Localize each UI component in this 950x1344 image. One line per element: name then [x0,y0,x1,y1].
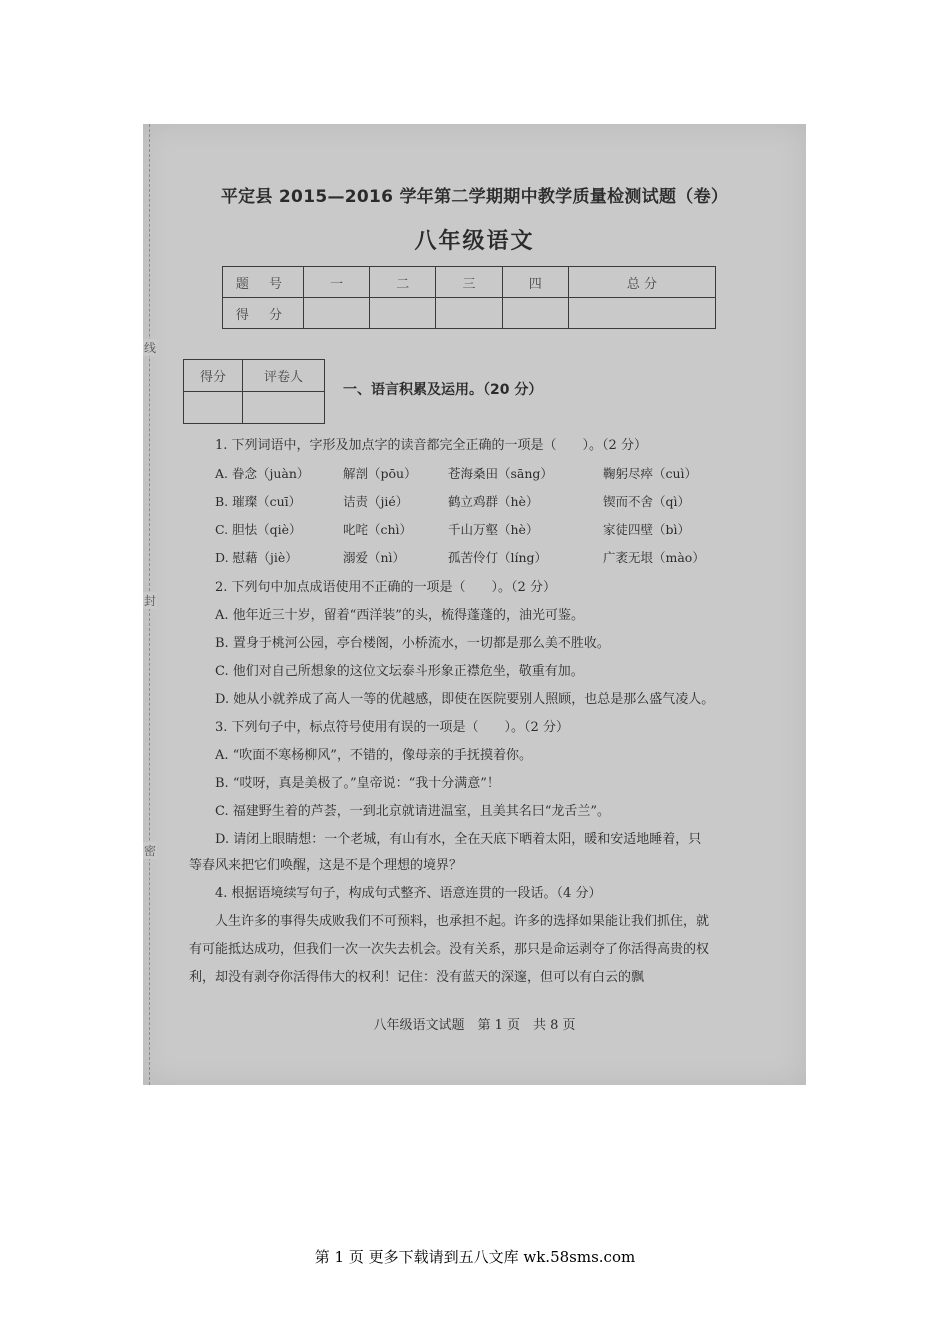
grader-name-cell [243,392,325,424]
score-header-cell: 题 号 [223,267,304,298]
score-cell [370,298,436,329]
score-cell [502,298,568,329]
score-header-cell: 三 [436,267,502,298]
q2-option-c: C. 他们对自己所想象的这位文坛泰斗形象正襟危坐，敬重有加。 [215,664,584,679]
section-heading: 一、语言积累及运用。（20 分） [343,382,543,398]
q2-option-a: A. 他年近三十岁，留着“西洋装”的头，梳得蓬蓬的，油光可鉴。 [215,608,584,623]
q2-option-d: D. 她从小就养成了高人一等的优越感，即使在医院要别人照顾，也总是那么盛气凌人。 [215,692,715,707]
score-cell [304,298,370,329]
score-header-cell: 二 [370,267,436,298]
q1-option-a-2: 解剖（pōu） [343,466,417,481]
q1-option-b-3: 鹤立鸡群（hè） [448,494,539,509]
q4-passage-line: 利，却没有剥夺你活得伟大的权利！记住：没有蓝天的深邃，但可以有白云的飘 [189,970,645,985]
exam-page-footer: 八年级语文试题 第 1 页 共 8 页 [373,1018,576,1033]
score-header-cell: 四 [502,267,568,298]
q3-option-a: A. “吹面不寒杨柳风”，不错的，像母亲的手抚摸着你。 [215,748,532,763]
q4-passage-line: 有可能抵达成功，但我们一次一次失去机会。没有关系，那只是命运剥夺了你活得高贵的权 [189,942,710,957]
score-table-score-row [223,298,716,329]
exam-subtitle: 八年级语文 [414,229,535,254]
grader-score-cell [184,392,243,424]
q1-option-c-2: 叱咤（chì） [343,522,413,537]
q4-stem: 4. 根据语境续写句子，构成句式整齐、语意连贯的一段话。（4 分） [215,886,602,901]
q1-option-c-3: 千山万壑（hè） [448,522,539,537]
grader-table [183,359,325,424]
q1-option-d-1: D. 慰藉（jiè） [215,550,298,565]
q1-option-b-4: 锲而不舍（qì） [603,494,690,509]
binding-char-mi: 密 [143,844,156,858]
grader-name-header: 评卷人 [243,360,325,392]
q2-option-b: B. 置身于桃河公园，亭台楼阁，小桥流水，一切都是那么美不胜收。 [215,636,610,651]
score-table [222,266,716,329]
score-header-cell: 一 [304,267,370,298]
score-cell [568,298,715,329]
q3-option-d: D. 请闭上眼睛想：一个老城，有山有水，全在天底下晒着太阳，暖和安适地睡着，只 [215,832,702,847]
q3-stem: 3. 下列句子中，标点符号使用有误的一项是（ ）。（2 分） [215,720,569,735]
score-table-header-row [223,267,716,298]
q1-option-c-4: 家徒四壁（bì） [603,522,690,537]
q2-stem: 2. 下列句中加点成语使用不正确的一项是（ ）。（2 分） [215,580,556,595]
grader-score-header: 得分 [184,360,243,392]
q1-option-a-3: 苍海桑田（sāng） [448,466,553,481]
q3-option-b: B. “哎呀，真是美极了。”皇帝说：“我十分满意”！ [215,776,500,791]
score-row-label: 得 分 [223,298,304,329]
document-footer: 第 1 页 更多下载请到五八文库 wk.58sms.com [314,1248,636,1266]
score-cell [436,298,502,329]
q4-passage-line: 人生许多的事得失成败我们不可预料，也承担不起。许多的选择如果能让我们抓住，就 [215,914,710,929]
exam-title: 平定县 2015—2016 学年第二学期期中教学质量检测试题（卷） [220,187,729,207]
q1-option-a-1: A. 眷念（juàn） [215,466,310,481]
q1-option-d-4: 广袤无垠（mào） [603,550,705,565]
scanned-exam-page [143,124,806,1085]
binding-char-feng: 封 [143,594,156,608]
q3-option-d-cont: 等春风来把它们唤醒，这是不是个理想的境界？ [189,858,463,873]
q1-stem: 1. 下列词语中，字形及加点字的读音都完全正确的一项是（ ）。（2 分） [215,438,647,453]
binding-char-xian: 线 [143,341,156,355]
q3-option-c: C. 福建野生着的芦荟，一到北京就请进温室，且美其名曰“龙舌兰”。 [215,804,611,819]
q1-option-b-2: 诘责（jié） [343,494,409,509]
q1-option-a-4: 鞠躬尽瘁（cuì） [603,466,698,481]
q1-option-d-3: 孤苦伶仃（líng） [448,550,548,565]
q1-option-b-1: B. 璀璨（cuī） [215,494,302,509]
score-header-cell: 总 分 [568,267,715,298]
q1-option-c-1: C. 胆怯（qiè） [215,522,302,537]
q1-option-d-2: 溺爱（nì） [343,550,406,565]
